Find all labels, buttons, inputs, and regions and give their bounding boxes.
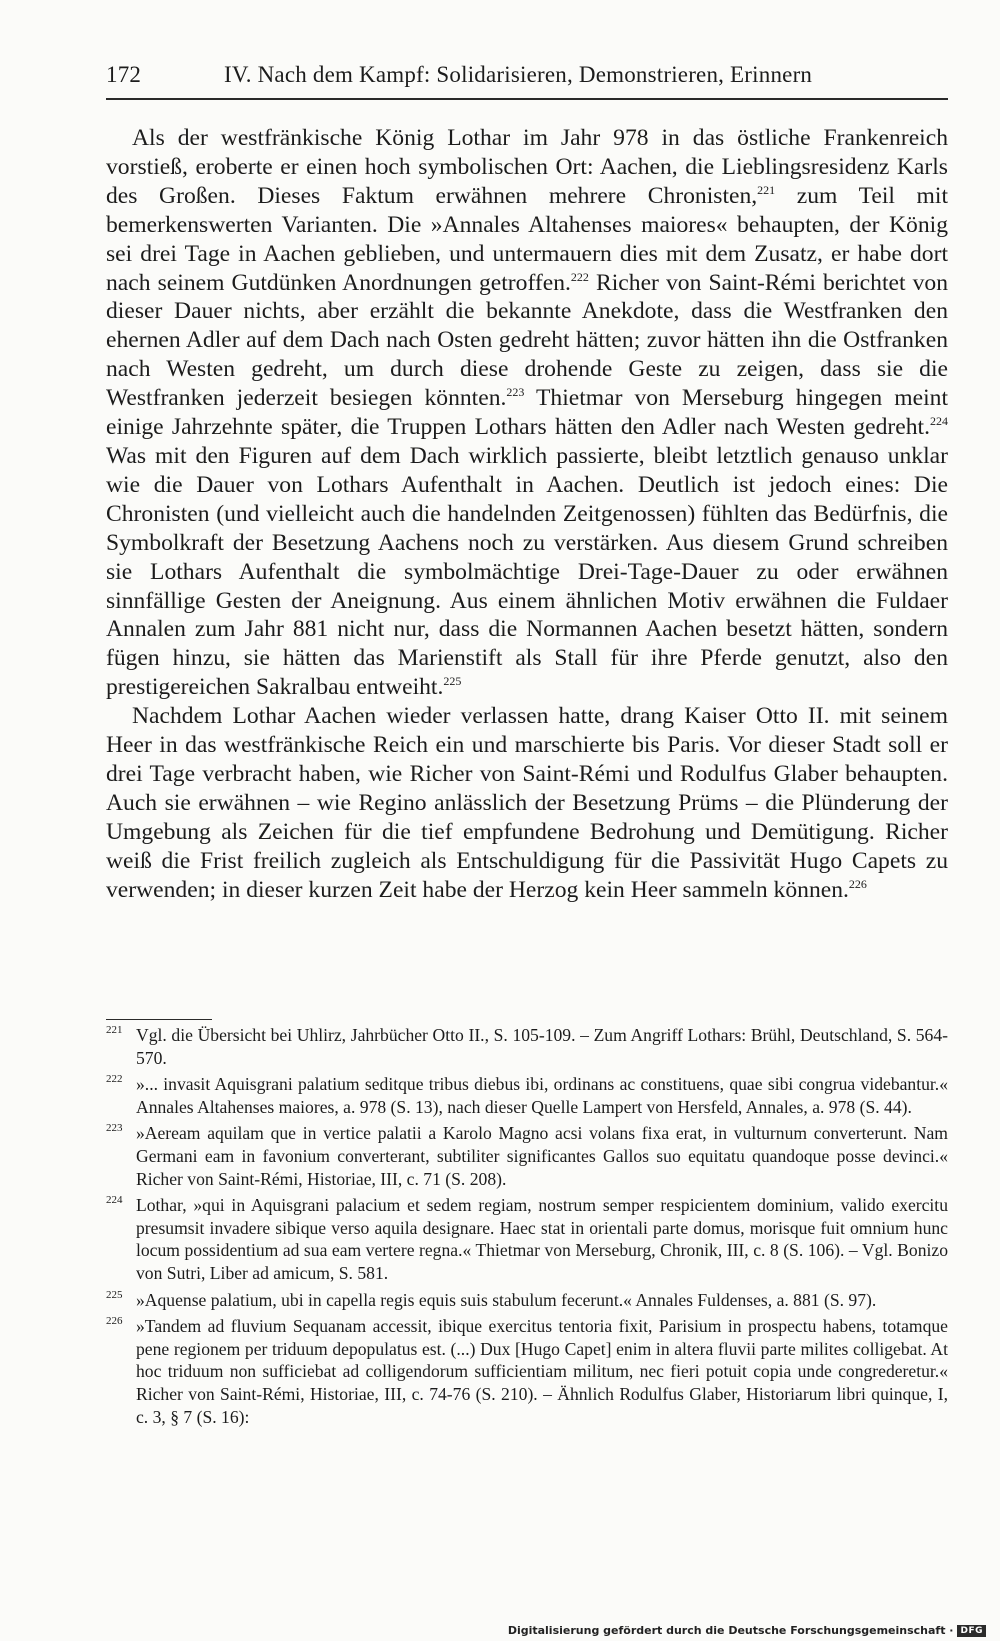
text-run: zum Teil mit bemerkenswerten Varianten. Die »Annales Altahenses maiores« behaupten, der König sei drei Tage in Aachen geblieben, und untermauern dies mit dem Zusatz, er habe dort nach seinem Gutdünken Anordnungen getroffen. <box>106 182 948 296</box>
page-number: 172 <box>106 62 142 87</box>
footnote-ref: 225 <box>443 674 462 689</box>
paragraph-1 <box>106 124 948 702</box>
text-run: Als der westfränkische König Lothar im Jahr 978 in das östliche Frankenreich vorstieß, eroberte er einen hoch symbolischen Ort: Aachen, die Lieblingsresidenz Karls des Großen. Dieses Faktum erwähnen mehrere Chronisten, <box>106 125 948 209</box>
running-header <box>106 60 946 90</box>
footnote-number: 224 <box>106 1194 123 1207</box>
text-run: Richer von Saint-Rémi berichtet von dieser Dauer nichts, aber erzählt die bekannte Anekdote, dass die Westfranken den ehernen Adler auf dem Dach nach Osten gedreht hätten; zuvor hätten ihn die Ostfranken nach Westen gedreht, um durch diese drohende Geste zu zeigen, dass sie die Westfranken jederzeit besiegen könnten. <box>106 269 949 412</box>
main-text <box>106 124 948 904</box>
footnote-ref: 222 <box>570 269 589 284</box>
footnote-text: »... invasit Aquisgrani palatium seditque tribus diebus ibi, ordinans ac constituens, quae sibi congrua videbantur.« Annales Altahenses maiores, a. 978 (S. 13), nach dieser Quelle Lampert von Hersfeld, Annales, a. 978 (S. 44). <box>136 1074 948 1117</box>
footnote-number: 221 <box>106 1024 123 1036</box>
footnote-text: Vgl. die Übersicht bei Uhlirz, Jahrbücher Otto II., S. 105-109. – Zum Angriff Lothars: Brühl, Deutschland, S. 564-570. <box>136 1025 948 1068</box>
footnote-number: 222 <box>106 1073 123 1086</box>
footnote-text: »Tandem ad fluvium Sequanam accessit, ibique exercitus tentoria fixit, Parisium in prospectu habens, totamque pene regionem per triduum depopulatus est. (...) Dux [Hugo Capet] enim in altera fluvii parte milites colligebat. At hoc triduum non sufficiebat ad colligendorum sufficientiam militum, nec fieri potuit copia unde congrederetur.« Richer von Saint-Rémi, Historiae, III, c. 74-76 (S. 210). – Ähnlich Rodulfus Glaber, Historiarum libri quinque, I, c. 3, § 7 (S. 16): <box>136 1316 948 1427</box>
dfg-credit <box>508 1624 986 1637</box>
text-run: Was mit den Figuren auf dem Dach wirklich passierte, bleibt letztlich genauso unklar wie die Dauer von Lothars Aufenthalt in Aachen. Deutlich ist jedoch eines: Die Chronisten (und vielleicht auch die handelnden Zeitgenossen) fühlten das Bedürfnis, die Symbolkraft der Besetzung Aachens noch zu verstärken. Aus diesem Grund schreiben sie Lothars Aufenthalt die symbolmächtige Drei-Tage-Dauer zu oder erwähnen sinnfällige Gesten der Aneignung. Aus einem ähnlichen Motiv erwähnen die Fuldaer Annalen zum Jahr 881 nicht nur, dass die Normannen Aachen besetzt hätten, sondern fügen hinzu, sie hätten das Marienstift als Stall für ihre Pferde genutzt, also den prestigereichen Sakralbau entweiht. <box>106 442 948 701</box>
running-title: IV. Nach dem Kampf: Solidarisieren, Demonstrieren, Erinnern <box>224 62 813 87</box>
text-run: Thietmar von Merseburg hingegen meint einige Jahrzehnte später, die Truppen Lothars hätten den Adler nach Westen gedreht. <box>106 385 948 441</box>
dfg-credit-text: Digitalisierung gefördert durch die Deutsche Forschungsgemeinschaft · <box>507 1624 954 1637</box>
footnote <box>106 1122 948 1190</box>
footnote-number: 223 <box>106 1122 123 1135</box>
footnote-number: 226 <box>106 1315 123 1328</box>
footnote-ref: 226 <box>848 876 867 891</box>
footnote-text: »Aquense palatium, ubi in capella regis equis suis stabulum fecerunt.« Annales Fuldenses, a. 881 (S. 97). <box>136 1289 877 1310</box>
footnote-text: Lothar, »qui in Aquisgrani palacium et sedem regiam, nostrum semper respicientem dominium, valido exercitu presumsit invadere sibique verso aquila designare. Haec stat in orientali parte domus, morisque fuit omnium hunc locum possidentium ad sua eam vertere regna.« Thietmar von Merseburg, Chronik, III, c. 8 (S. 106). – Vgl. Bonizo von Sutri, Liber ad amicum, S. 581. <box>136 1195 948 1283</box>
footnote-number: 225 <box>106 1288 123 1301</box>
footnote <box>106 1073 948 1118</box>
footnote-rule <box>106 1019 212 1020</box>
footnote-ref: 224 <box>930 414 948 429</box>
footnote-ref: 223 <box>506 385 525 400</box>
footnote <box>106 1315 948 1428</box>
footnote-ref: 221 <box>757 182 776 197</box>
footnote <box>106 1194 948 1284</box>
text-run: Nachdem Lothar Aachen wieder verlassen hatte, drang Kaiser Otto II. mit seinem Heer in das westfränkische Reich ein und marschierte bis Paris. Vor dieser Stadt soll er drei Tage verbracht haben, wie Richer von Saint-Rémi und Rodulfus Glaber behaupten. Auch sie erwähnen – wie Regino anlässlich der Besetzung Prüms – die Plünderung der Umgebung als Zeichen für die tief empfundene Bedrohung und Demütigung. Richer weiß die Frist freilich zugleich als Entschuldigung für die Passivität Hugo Capets zu verwenden; in dieser kurzen Zeit habe der Herzog kein Heer sammeln können. <box>106 703 948 903</box>
footnote <box>106 1024 948 1069</box>
footnote <box>106 1289 948 1312</box>
header-rule <box>106 98 948 100</box>
footnotes <box>106 1024 948 1432</box>
footnote-text: »Aeream aquilam que in vertice palatii a Karolo Magno acsi volans fixa erat, in vulturnum converterunt. Nam Germani eam in favonium converterant, subtiliter significantes Gallos suo equitatu quandoque posse devinci.« Richer von Saint-Rémi, Historiae, III, c. 71 (S. 208). <box>136 1123 948 1189</box>
dfg-logo-icon: DFG <box>957 1625 986 1637</box>
paragraph-2 <box>106 702 948 904</box>
